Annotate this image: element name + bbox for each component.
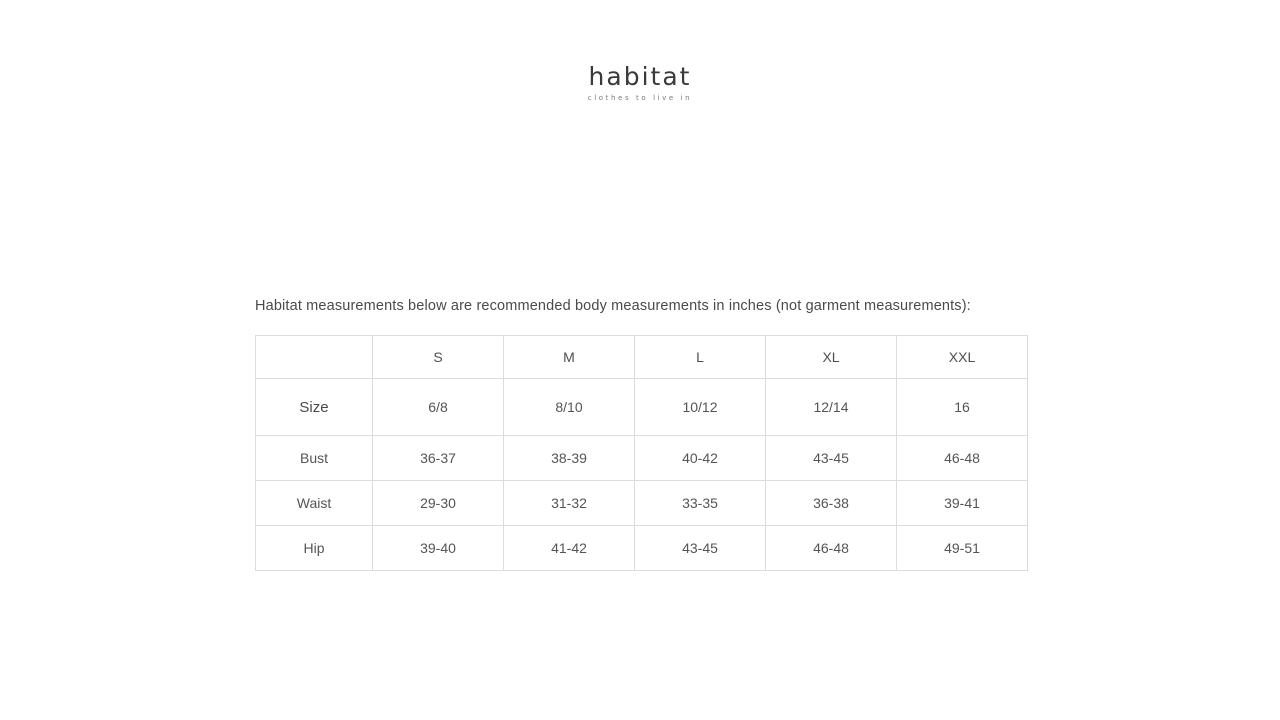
column-header-xxl: XXL [897,336,1028,379]
cell-waist-xl: 36-38 [766,481,897,526]
cell-waist-m: 31-32 [504,481,635,526]
cell-bust-xxl: 46-48 [897,436,1028,481]
cell-size-xl: 12/14 [766,379,897,436]
cell-size-m: 8/10 [504,379,635,436]
cell-waist-xxl: 39-41 [897,481,1028,526]
cell-hip-l: 43-45 [635,526,766,571]
table-header-row [256,336,1028,379]
row-label-hip: Hip [256,526,373,571]
table-row [256,526,1028,571]
table-row [256,436,1028,481]
column-header-xl: XL [766,336,897,379]
table-corner-cell [256,336,373,379]
cell-hip-m: 41-42 [504,526,635,571]
column-header-l: L [635,336,766,379]
intro-text: Habitat measurements below are recommended body measurements in inches (not garment measurements): [255,298,971,314]
row-label-waist: Waist [256,481,373,526]
column-header-m: M [504,336,635,379]
cell-hip-xxl: 49-51 [897,526,1028,571]
cell-bust-xl: 43-45 [766,436,897,481]
brand-logo [0,64,1280,102]
brand-tagline: clothes to live in [587,94,693,102]
cell-size-l: 10/12 [635,379,766,436]
cell-size-s: 6/8 [373,379,504,436]
size-chart-table [255,335,1028,571]
table-row [256,481,1028,526]
brand-name: habitat [588,62,692,91]
table-row [256,379,1028,436]
cell-size-xxl: 16 [897,379,1028,436]
row-label-bust: Bust [256,436,373,481]
cell-hip-s: 39-40 [373,526,504,571]
row-label-size: Size [256,379,373,436]
cell-hip-xl: 46-48 [766,526,897,571]
cell-bust-m: 38-39 [504,436,635,481]
cell-waist-s: 29-30 [373,481,504,526]
cell-waist-l: 33-35 [635,481,766,526]
cell-bust-s: 36-37 [373,436,504,481]
cell-bust-l: 40-42 [635,436,766,481]
column-header-s: S [373,336,504,379]
